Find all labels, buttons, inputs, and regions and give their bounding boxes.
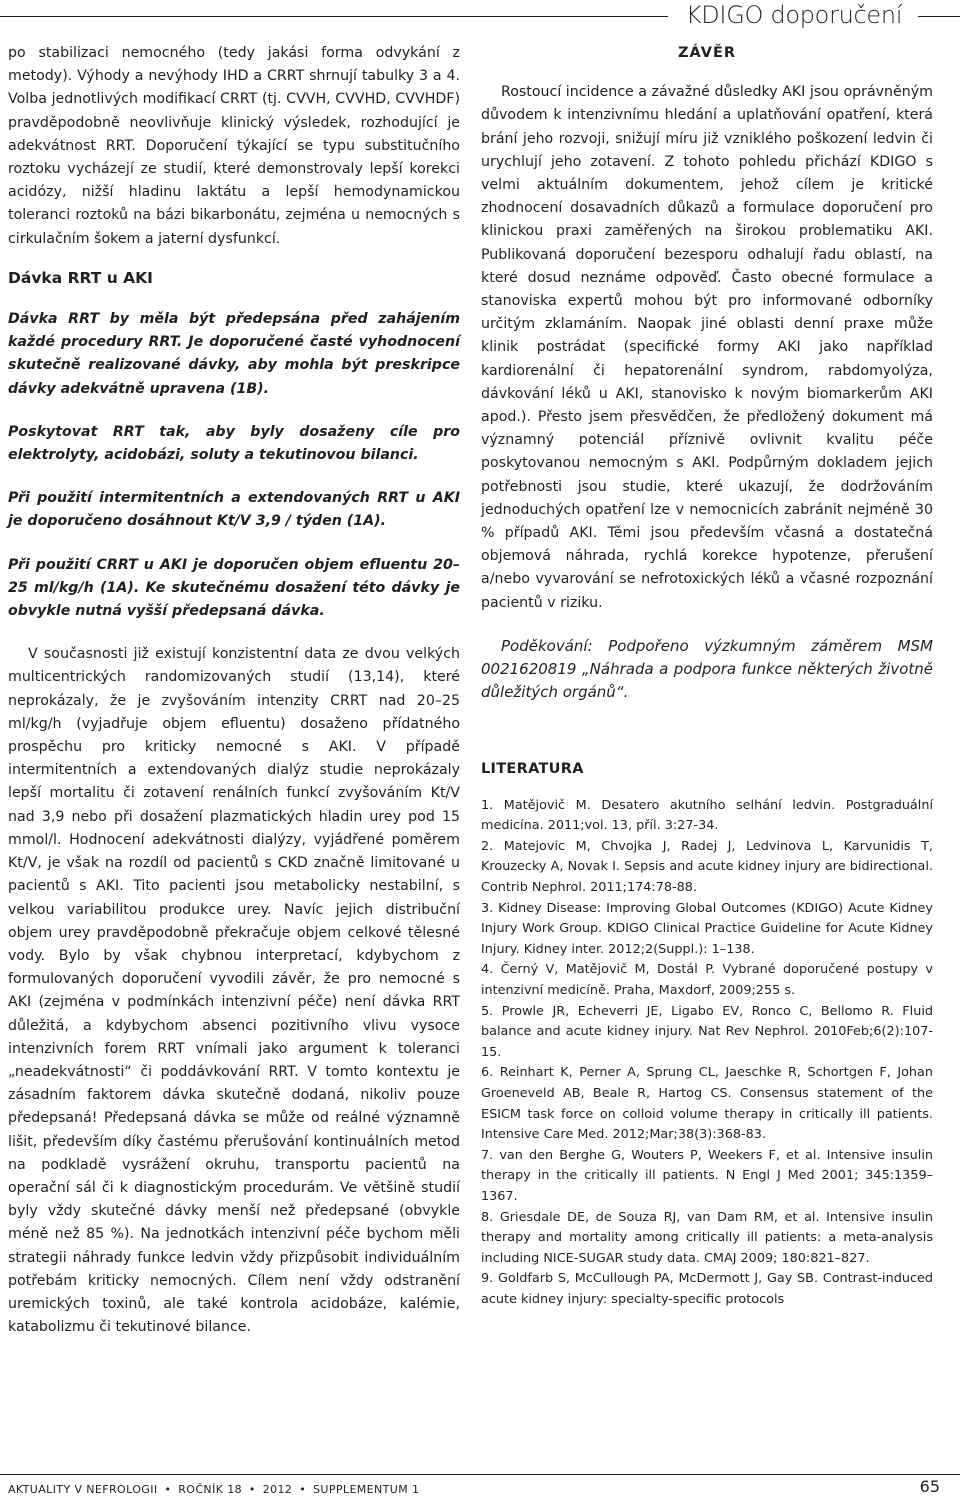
journal-volume: ROČNÍK 18	[178, 1483, 242, 1496]
conclusion-heading: ZÁVĚR	[677, 45, 737, 61]
reference-item: 6. Reinhart K, Perner A, Sprung CL, Jaeschke R, Schortgen F, Johan Groeneveld AB, Beale R, Hartog CS. Consensus statement of the ESICM task force on colloid volume therapy in critically ill patients. Intensive Care Med. 2012;Mar;38(3):368-83.	[481, 1065, 933, 1143]
conclusion-paragraph: Rostoucí incidence a závažné důsledky AKI jsou oprávněným důvodem k intenzivnímu hledání a uplatňování opatření, která brání jeho rozvoji, snižují míru již vzniklého poškození ledvin či urychlují jeho zotavení. Z tohoto pohledu přichází KDIGO s velmi aktuálním dokumentem, jehož cílem je kritické zhodnocení dosavadních důkazů a formulace doporučení pro klinickou praxi zaměřených na širokou problematiku AKI. Publikovaná doporučení bezesporu odhalují řadu oblastí, na které dosud neznáme odpověď. Často obecné formulace a stanoviska expertů mohou být pro informované odborníky určitým zklamáním. Naopak jiné oblasti denní praxe může klinik postrádat (specifické formy AKI jako například kardiorenální či hepatorenální syndrom, rabdomyolýza, dávkování léků u AKI, stanovisko k novým biomarkerům AKI apod.). Přesto jsem přesvědčen, že předložený dokument má významný potenciál příznivě ovlivnit kvalitu péče poskytovanou nemocným s AKI. Podpůrným dokladem jejich potřebnosti jsou studie, které ukazují, že dodržováním jednoduchých opatření lze v nemocnicích zabránit nejméně 30 % případů AKI. Těmi jsou především včasná a dostatečná objemová náhrada, rychlá korekce hypotenze, přerušení a/nebo vyvarování se nefrotoxických léků a včasné rozpoznání pacientů v riziku.	[481, 84, 933, 611]
journal-year: 2012	[262, 1483, 293, 1496]
section-heading-dose: Dávka RRT u AKI	[8, 268, 153, 287]
reference-item: 1. Matějovič M. Desatero akutního selhání ledvin. Postgraduální medicína. 2011;vol. 13, příl. 3:27-34.	[481, 797, 933, 834]
bullet-separator: •	[248, 1483, 256, 1496]
footer-rule	[0, 1474, 960, 1475]
reference-list	[481, 796, 933, 1311]
bullet-separator: •	[164, 1483, 172, 1496]
left-column	[8, 42, 460, 1339]
reference-item: 9. Goldfarb S, McCullough PA, McDermott J, Gay SB. Contrast-induced acute kidney injury: specialty-specific protocols	[481, 1271, 933, 1307]
reference-item: 7. van den Berghe G, Wouters P, Weekers F, et al. Intensive insulin therapy in the critically ill patients. N Engl J Med 2001; 345:1359–1367.	[481, 1147, 933, 1204]
recommendation-2: Poskytovat RRT tak, aby byly dosaženy cíle pro elektrolyty, acidobázi, soluty a tekutinovou bilanci.	[8, 423, 460, 464]
page-number: 65	[919, 1477, 940, 1496]
intro-paragraph: po stabilizaci nemocného (tedy jakási forma odvykání z metody). Výhody a nevýhody IHD a CRRT shrnují tabulky 3 a 4. Volba jednotlivých modifikací CRRT (tj. CVVH, CVVHD, CVVHDF) pravděpodobně neovlivňuje klinický výsledek, rozhodující je adekvátnost RRT. Doporučení týkající se typu substitučního roztoku vycházejí ze studií, které demonstrovaly lepší korekci acidózy, nižší hladinu laktátu a lepší hemodynamickou toleranci roztoků na bázi bikarbonátu, zejména u nemocných s cirkulačním šokem a jaterní dysfunkcí.	[8, 45, 460, 247]
reference-item: 2. Matejovic M, Chvojka J, Radej J, Ledvinova L, Karvunidis T, Krouzecky A, Novak I. Sepsis and acute kidney injury are bidirectional. Contrib Nephrol. 2011;174:78-88.	[481, 838, 933, 896]
reference-item: 4. Černý V, Matějovič M, Dostál P. Vybrané doporučené postupy v intenzivní medicíně. Praha, Maxdorf, 2009;255 s.	[481, 962, 933, 999]
reference-item: 3. Kidney Disease: Improving Global Outcomes (KDIGO) Acute Kidney Injury Work Group. KDIGO Clinical Practice Guideline for Acute Kidney Injury. Kidney inter. 2012;2(Suppl.): 1–138.	[481, 900, 933, 957]
recommendation-3: Při použití intermitentních a extendovaných RRT u AKI je doporučeno dosáhnout Kt/V 3,9 / týden (1A).	[8, 490, 460, 530]
footer-journal-info	[8, 1483, 419, 1497]
bullet-separator: •	[299, 1483, 307, 1496]
literature-heading: LITERATURA	[481, 761, 584, 778]
reference-item: 5. Prowle JR, Echeverri JE, Ligabo EV, Ronco C, Bellomo R. Fluid balance and acute kidney injury. Nat Rev Nephrol. 2010Feb;6(2):107-15.	[481, 1003, 933, 1060]
reference-item: 8. Griesdale DE, de Souza RJ, van Dam RM, et al. Intensive insulin therapy and mortality among critically ill patients: a meta-analysis including NICE-SUGAR study data. CMAJ 2009; 180:821–827.	[481, 1209, 933, 1266]
acknowledgement: Poděkování: Podpořeno výzkumným záměrem MSM 0021620819 „Náhrada a podpora funkce některých životně důležitých orgánů“.	[481, 636, 933, 702]
right-column	[481, 42, 933, 1311]
recommendation-4: Při použití CRRT u AKI je doporučen objem efluentu 20–25 ml/kg/h (1A). Ke skutečnému dosažení této dávky je obvykle nutná vyšší předepsaná dávka.	[8, 556, 460, 620]
recommendation-1: Dávka RRT by měla být předepsána před zahájením každé procedury RRT. Je doporučené časté vyhodnocení skutečně realizované dávky, aby mohla být preskripce dávky adekvátně upravena (1B).	[8, 311, 460, 397]
header-rule-right	[918, 16, 960, 17]
journal-supplement: SUPPLEMENTUM 1	[313, 1483, 420, 1496]
journal-name: AKTUALITY V NEFROLOGII	[8, 1483, 158, 1496]
running-header-title: KDIGO doporučení	[685, 1, 903, 29]
body-paragraph: V současnosti již existují konzistentní data ze dvou velkých multicentrických randomizovaných studií (13,14), které neprokázaly, že je zvyšováním intenzity CRRT nad 20–25 ml/kg/h (vyjadřuje objem efluentu) dosaženo přídatného prospěchu pro kriticky nemocné s AKI. V případě intermitentních a extendovaných dialýz studie neprokázaly lepší mortalitu či zotavení renálních funkcí zvyšováním Kt/V nad 3,9 nebo při dosažení plazmatických hladin urey pod 15 mmol/l. Hodnocení adekvátnosti dialýzy, vyjádřené poměrem Kt/V, je však na rozdíl od pacientů s CKD značně limitované u pacientů s AKI. Tito pacienti jsou metabolicky nestabilní, s velkou variabilitou produkce urey. Navíc jejich distribuční objem urey pravděpodobně překračuje objem celkové tělesné vody. Bylo by však chybnou interpretací, kdybychom z formulovaných doporučení vyvodili závěr, že pro nemocné s AKI (zejména v podmínkách intenzivní péče) není dávka RRT důležitá, a kdybychom absenci pozitivního vlivu vysoce intenzivních forem RRT vnímali jako argument k toleranci „neadekvátnosti“ či poddávkování RRT. V tomto kontextu je zásadním faktorem dávka skutečně dodaná, nikoliv pouze předepsaná! Předepsaná dávka se může od reálné významně lišit, především díky častému přerušování kontinuálních metod na podkladě vysrážení okruhu, transportu pacientů na operační sál či k diagnostickým procedurám. Ve většině studií byly vždy skutečné dávky menší než předepsané (obvykle méně než 85 %). Na jednotkách intenzivní péče bychom měli strategii náhrady funkce ledvin vždy přizpůsobit individuálním potřebám kriticky nemocných. Cílem není vždy odstranění uremických toxinů, ale také kontrola acidobáze, kalémie, katabolizmu či tekutinové bilance.	[8, 646, 460, 1336]
header-rule-left	[0, 16, 668, 17]
